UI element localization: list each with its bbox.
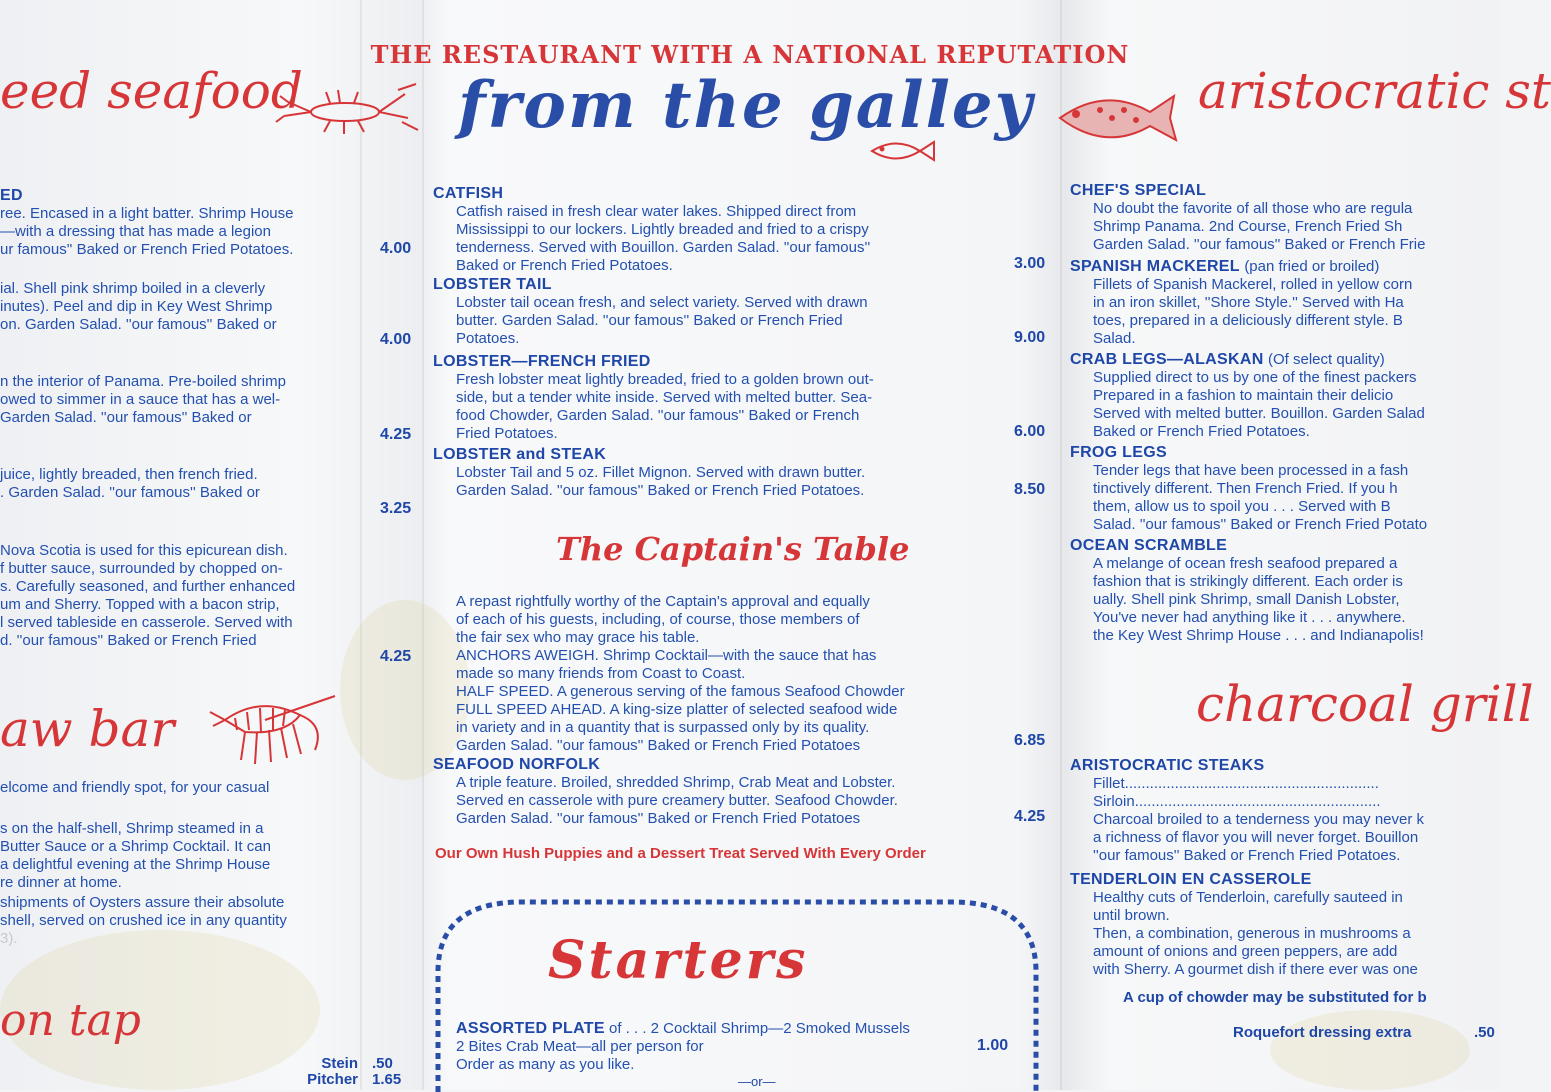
stein-label: Stein	[321, 1055, 358, 1072]
desc-line: Then, a combination, generous in mushrooms a	[1093, 925, 1411, 942]
assorted-line	[456, 1020, 1026, 1038]
sirloin-line: Sirloin...........................................................	[1093, 793, 1381, 810]
chowder-note: A cup of chowder may be substituted for b	[1123, 989, 1427, 1006]
desc-line: a delightful evening at the Shrimp House	[0, 856, 271, 873]
raw-bar-description	[0, 820, 358, 892]
desc-line: l served tableside en casserole. Served with	[0, 614, 293, 631]
fold-line	[422, 0, 424, 1090]
desc-line: Baked or French Fried Potatoes.	[456, 257, 673, 274]
menu-item-seafood-norfolk	[433, 756, 998, 828]
item-name: ASSORTED PLATE	[456, 1020, 605, 1037]
desc-line: Order as many as you like.	[456, 1056, 635, 1073]
section-title-starters: Starters	[548, 930, 809, 991]
price: 3.25	[380, 500, 412, 517]
desc-line: Supplied direct to us by one of the finest packers	[1093, 369, 1417, 386]
lobster-icon	[270, 82, 420, 138]
menu-item-lobster-and-steak	[433, 446, 998, 500]
fold-line	[1060, 0, 1062, 1090]
desc-line: A triple feature. Broiled, shredded Shrimp, Crab Meat and Lobster.	[456, 774, 896, 791]
desc-line: ANCHORS AWEIGH. Shrimp Cocktail—with the sauce that has	[456, 647, 877, 664]
price: 4.00	[380, 240, 412, 257]
menu-item-frog-legs	[1070, 444, 1500, 534]
item-description	[433, 464, 998, 500]
desc-line: 3).	[0, 930, 18, 947]
price: 4.25	[380, 648, 412, 665]
left-description-block	[0, 373, 358, 427]
desc-line: Fillets of Spanish Mackerel, rolled in yellow corn	[1093, 276, 1413, 293]
desc-line: of each of his guests, including, of course, those members of	[456, 611, 860, 628]
desc-line: food Chowder, Garden Salad. ''our famous'' Baked or French	[456, 407, 860, 424]
stein-price: .50	[372, 1055, 393, 1072]
desc-line: Fried Potatoes.	[456, 425, 558, 442]
desc-line: of . . . 2 Cocktail Shrimp—2 Smoked Mussels	[608, 1020, 910, 1037]
item-name: LOBSTER and STEAK	[433, 446, 607, 463]
desc-line: Salad. ''our famous'' Baked or French Fried Potato	[1093, 516, 1428, 533]
desc-line: You've never had anything like it . . . anywhere.	[1093, 609, 1406, 626]
item-name: CHEF'S SPECIAL	[1070, 182, 1207, 199]
item-description	[1070, 369, 1500, 441]
desc-line: Butter Sauce or a Shrimp Cocktail. It can	[0, 838, 271, 855]
desc-line: A melange of ocean fresh seafood prepared a	[1093, 555, 1398, 572]
desc-line: side, but a tender white inside. Served with melted butter. Sea-	[456, 389, 873, 406]
desc-line: shell, served on crushed ice in any quantity	[0, 912, 287, 929]
raw-bar-description	[0, 894, 358, 948]
desc-line: shipments of Oysters assure their absolute	[0, 894, 285, 911]
fish-icon	[866, 138, 936, 164]
desc-line: in an iron skillet, ''Shore Style.'' Served with Ha	[1093, 294, 1404, 311]
item-name: SPANISH MACKEREL	[1070, 258, 1240, 275]
section-title-on-tap: on tap	[0, 995, 141, 1046]
section-title-raw-bar: aw bar	[0, 700, 175, 758]
roquefort-label: Roquefort dressing extra	[1233, 1024, 1412, 1041]
desc-line: Garden Salad. ''our famous'' Baked or French Fried Potatoes	[456, 810, 861, 827]
desc-line: ree. Encased in a light batter. Shrimp House	[0, 205, 294, 222]
item-name: LOBSTER—FRENCH FRIED	[433, 353, 651, 370]
item-description	[1070, 555, 1500, 645]
desc-line: —with a dressing that has made a legion	[0, 223, 271, 240]
desc-line: inutes). Peel and dip in Key West Shrimp	[0, 298, 273, 315]
desc-line: Garden Salad. ''our famous'' Baked or French Fried Potatoes.	[456, 482, 865, 499]
desc-line: ''our famous'' Baked or French Fried Potatoes.	[1093, 847, 1401, 864]
section-title-aristocratic: aristocratic st	[1198, 62, 1551, 120]
fold-line	[360, 0, 362, 1090]
desc-line: Charcoal broiled to a tenderness you may never k	[1093, 811, 1425, 828]
price: 4.00	[380, 331, 412, 348]
item-description	[1070, 200, 1500, 254]
left-description-block	[0, 466, 358, 502]
roquefort-price: .50	[1474, 1024, 1495, 1041]
desc-line: amount of onions and green peppers, are add	[1093, 943, 1398, 960]
desc-line: them, allow us to spoil you . . . Served with B	[1093, 498, 1391, 515]
desc-line: Baked or French Fried Potatoes.	[1093, 423, 1310, 440]
item-name: LOBSTER TAIL	[433, 276, 552, 293]
desc-line: fashion that is strikingly different. Each order is	[1093, 573, 1403, 590]
menu-item-crab-legs	[1070, 351, 1500, 441]
desc-line: No doubt the favorite of all those who are regula	[1093, 200, 1413, 217]
desc-line: butter. Garden Salad. ''our famous'' Baked or French Fried	[456, 312, 843, 329]
desc-line: Served with melted butter. Bouillon. Garden Salad	[1093, 405, 1425, 422]
desc-line: . Garden Salad. ''our famous'' Baked or	[0, 484, 260, 501]
price: 3.00	[1014, 255, 1046, 272]
desc-line: A repast rightfully worthy of the Captain's approval and equally	[456, 593, 870, 610]
item-description	[433, 203, 998, 275]
desc-line: on. Garden Salad. ''our famous'' Baked or	[0, 316, 277, 333]
desc-line: tenderness. Served with Bouillon. Garden Salad. ''our famous''	[456, 239, 871, 256]
menu-item-aristocratic-steaks	[1070, 757, 1500, 865]
item-header	[1070, 258, 1500, 276]
item-name: FROG LEGS	[1070, 444, 1167, 461]
fillet-line: Fillet.............................................................	[1093, 775, 1379, 792]
item-description	[1070, 889, 1500, 979]
stain	[1270, 1010, 1470, 1090]
item-note: (pan fried or broiled)	[1244, 258, 1380, 275]
desc-line: f butter sauce, surrounded by chopped on-	[0, 560, 283, 577]
hush-puppies-notice: Our Own Hush Puppies and a Dessert Treat Served With Every Order	[435, 845, 926, 862]
item-description	[433, 294, 998, 348]
item-name: ED	[0, 187, 23, 204]
menu-item-spanish-mackerel	[1070, 258, 1500, 348]
left-description-block	[0, 542, 358, 650]
item-name: CRAB LEGS—ALASKAN	[1070, 351, 1264, 368]
desc-line: a richness of flavor you will never forget. Bouillon	[1093, 829, 1419, 846]
desc-line: ur famous'' Baked or French Fried Potatoes.	[0, 241, 294, 258]
menu-item-assorted-plate	[456, 1020, 1026, 1074]
desc-line: the fair sex who may grace his table.	[456, 629, 700, 646]
price: 6.85	[1014, 732, 1046, 749]
item-description	[1070, 462, 1500, 534]
price: 6.00	[1014, 423, 1046, 440]
price: 4.25	[1014, 808, 1046, 825]
desc-line: Salad.	[1093, 330, 1136, 347]
desc-line: toes, prepared in a deliciously different style. B	[1093, 312, 1403, 329]
price: 9.00	[1014, 329, 1046, 346]
desc-line: Shrimp Panama. 2nd Course, French Fried Sh	[1093, 218, 1403, 235]
item-description	[433, 371, 998, 443]
menu-item-catfish	[433, 185, 998, 275]
desc-line: Healthy cuts of Tenderloin, carefully sauteed in	[1093, 889, 1403, 906]
desc-line: Lobster tail ocean fresh, and select variety. Served with drawn	[456, 294, 868, 311]
item-name: CATFISH	[433, 185, 504, 202]
menu-item-tenderloin	[1070, 871, 1500, 979]
desc-line: Tender legs that have been processed in a fash	[1093, 462, 1409, 479]
desc-line: HALF SPEED. A generous serving of the famous Seafood Chowder	[456, 683, 905, 700]
desc-line: Nova Scotia is used for this epicurean dish.	[0, 542, 288, 559]
pitcher-label: Pitcher	[307, 1071, 358, 1088]
item-description	[1070, 775, 1500, 865]
price: 4.25	[380, 426, 412, 443]
desc-line: with Sherry. A gourmet dish if there ever was one	[1093, 961, 1418, 978]
menu-item-ocean-scramble	[1070, 537, 1500, 645]
desc-line: FULL SPEED AHEAD. A king-size platter of selected seafood wide	[456, 701, 898, 718]
section-title-galley: from the galley	[458, 68, 1034, 143]
desc-line: s. Carefully seasoned, and further enhanced	[0, 578, 296, 595]
item-name: OCEAN SCRAMBLE	[1070, 537, 1228, 554]
desc-line: re dinner at home.	[0, 874, 122, 891]
desc-line: 2 Bites Crab Meat—all per person for	[456, 1038, 704, 1055]
desc-line: in variety and in a quantity that is surpassed only by its quality.	[456, 719, 870, 736]
menu-item-lobster-french-fried	[433, 353, 998, 443]
fish-icon	[1050, 82, 1180, 154]
left-description-block	[0, 205, 358, 259]
desc-line: Mississippi to our lockers. Lightly breaded and fried to a crispy	[456, 221, 869, 238]
desc-line: Potatoes.	[456, 330, 520, 347]
price: 1.00	[977, 1037, 1009, 1054]
item-header	[1070, 351, 1500, 369]
or-divider: —or—	[738, 1074, 776, 1089]
desc-line: Prepared in a fashion to maintain their delicio	[1093, 387, 1394, 404]
desc-line: elcome and friendly spot, for your casual	[0, 779, 270, 796]
item-description	[1070, 276, 1500, 348]
item-name: ARISTOCRATIC STEAKS	[1070, 757, 1265, 774]
desc-line: until brown.	[1093, 907, 1170, 924]
left-description-block	[0, 280, 358, 334]
desc-line: n the interior of Panama. Pre-boiled shrimp	[0, 373, 286, 390]
headline: THE RESTAURANT WITH A NATIONAL REPUTATION	[370, 40, 1130, 69]
captains-table-description	[456, 593, 998, 755]
menu-item-lobster-tail	[433, 276, 998, 348]
shrimp-icon	[205, 690, 345, 770]
desc-line: ually. Shell pink Shrimp, small Danish Lobster,	[1093, 591, 1400, 608]
raw-bar-description	[0, 779, 358, 797]
desc-line: owed to simmer in a sauce that has a wel-	[0, 391, 281, 408]
stain	[340, 600, 470, 780]
item-name: TENDERLOIN EN CASSEROLE	[1070, 871, 1312, 888]
item-description	[433, 774, 998, 828]
price: 8.50	[1014, 481, 1046, 498]
desc-line: the Key West Shrimp House . . . and Indianapolis!	[1093, 627, 1424, 644]
desc-line: Lobster Tail and 5 oz. Fillet Mignon. Served with drawn butter.	[456, 464, 866, 481]
desc-line: um and Sherry. Topped with a bacon strip,	[0, 596, 280, 613]
desc-line: ial. Shell pink shrimp boiled in a cleverly	[0, 280, 266, 297]
desc-line: Garden Salad. ''our famous'' Baked or French Fried Potatoes	[456, 737, 861, 754]
desc-line: s on the half-shell, Shrimp steamed in a	[0, 820, 264, 837]
section-title-charcoal-grill: charcoal grill	[1196, 675, 1534, 733]
desc-line: tinctively different. Then French Fried. If you h	[1093, 480, 1398, 497]
desc-line: Catfish raised in fresh clear water lakes. Shipped direct from	[456, 203, 857, 220]
desc-line: d. ''our famous'' Baked or French Fried	[0, 632, 257, 649]
item-name: SEAFOOD NORFOLK	[433, 756, 601, 773]
desc-line: juice, lightly breaded, then french fried.	[0, 466, 258, 483]
desc-line: Served en casserole with pure creamery butter. Seafood Chowder.	[456, 792, 898, 809]
menu-item-chefs-special	[1070, 182, 1500, 254]
item-note: (Of select quality)	[1268, 351, 1385, 368]
desc-line: Garden Salad. ''our famous'' Baked or French Frie	[1093, 236, 1426, 253]
pitcher-price: 1.65	[372, 1071, 402, 1088]
desc-line: Fresh lobster meat lightly breaded, fried to a golden brown out-	[456, 371, 874, 388]
section-title-captains-table: The Captain's Table	[556, 530, 910, 568]
section-title-seafood: eed seafood	[0, 62, 303, 120]
desc-line: made so many friends from Coast to Coast.	[456, 665, 746, 682]
desc-line: Garden Salad. ''our famous'' Baked or	[0, 409, 252, 426]
